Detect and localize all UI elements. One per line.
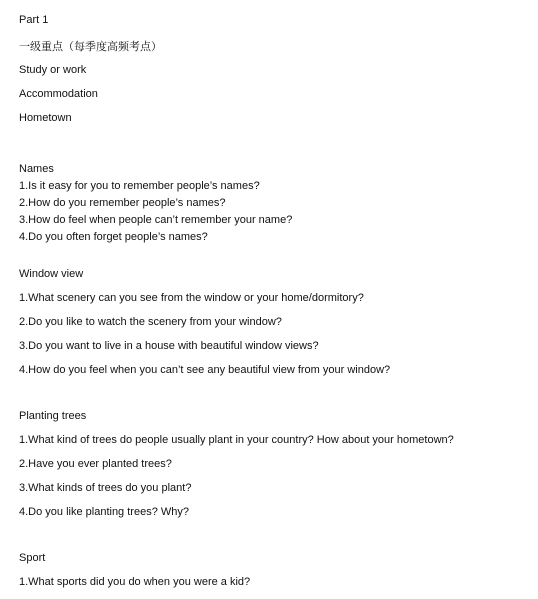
priority-topic: Hometown (19, 112, 72, 124)
priority-topic: Study or work (19, 64, 87, 76)
question-item: 1.What sports did you do when you were a kid? (19, 576, 251, 588)
priority-heading: 一级重点（每季度高频考点） (19, 40, 162, 53)
section-title-planting-trees: Planting trees (19, 410, 87, 422)
priority-topic: Accommodation (19, 88, 98, 100)
question-item: 2.How do you remember people’s names? (19, 197, 226, 209)
section-title-names: Names (19, 163, 54, 175)
question-item: 1.Is it easy for you to remember people’s names? (19, 180, 260, 192)
section-title-sport: Sport (19, 552, 46, 564)
question-item: 4.How do you feel when you can’t see any beautiful view from your window? (19, 364, 391, 376)
question-item: 1.What kind of trees do people usually plant in your country? How about your hometown? (19, 434, 454, 446)
question-item: 4.Do you like planting trees? Why? (19, 506, 189, 518)
question-item: 1.What scenery can you see from the window or your home/dormitory? (19, 292, 364, 304)
question-item: 2.Do you like to watch the scenery from your window? (19, 316, 282, 328)
question-item: 2.Have you ever planted trees? (19, 458, 172, 470)
part-title: Part 1 (19, 14, 49, 26)
section-title-window-view: Window view (19, 268, 84, 280)
question-item: 3.Do you want to live in a house with beautiful window views? (19, 340, 319, 352)
question-item: 3.What kinds of trees do you plant? (19, 482, 192, 494)
question-item: 3.How do feel when people can’t remember your name? (19, 214, 293, 226)
question-item: 4.Do you often forget people’s names? (19, 231, 208, 243)
